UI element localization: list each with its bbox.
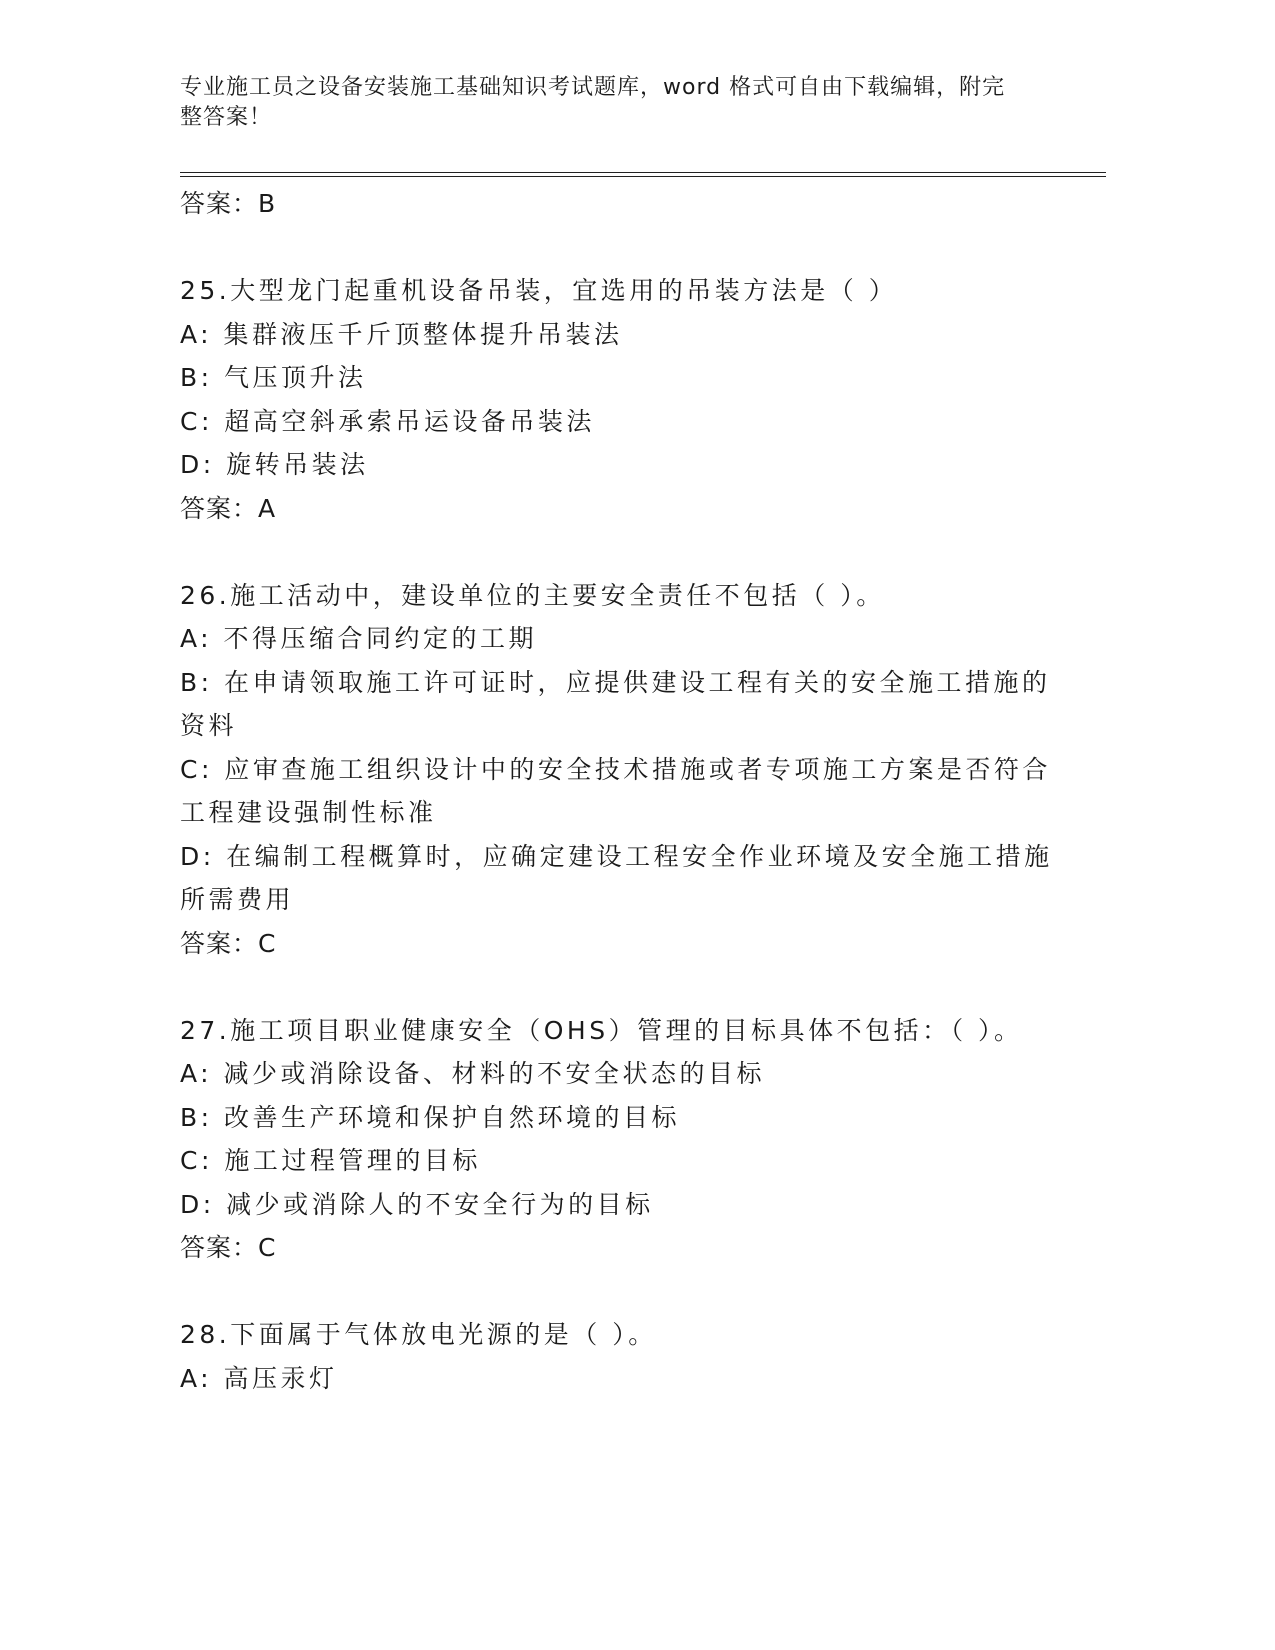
option-line: A: 高压汞灯 bbox=[180, 1363, 338, 1393]
option-line: D: 旋转吊装法 bbox=[180, 450, 369, 479]
option-line: 所需费用 bbox=[180, 885, 295, 914]
header-divider-top bbox=[180, 172, 1106, 173]
option-line: D: 减少或消除人的不安全行为的目标 bbox=[180, 1189, 654, 1219]
option-line: A: 集群液压千斤顶整体提升吊装法 bbox=[180, 319, 623, 349]
option-line: B: 改善生产环境和保护自然环境的目标 bbox=[180, 1102, 681, 1132]
option-line: B: 在申请领取施工许可证时，应提供建设工程有关的安全施工措施的 bbox=[180, 667, 1051, 697]
option-line: A: 减少或消除设备、材料的不安全状态的目标 bbox=[180, 1059, 766, 1088]
spacer bbox=[180, 226, 1050, 270]
question-stem: 25.大型龙门起重机设备吊装，宜选用的吊装方法是（ ） bbox=[180, 276, 898, 305]
header-line-1: 专业施工员之设备安装施工基础知识考试题库，word 格式可自由下载编辑，附完 bbox=[180, 75, 1006, 100]
question-stem: 26.施工活动中，建设单位的主要安全责任不包括（ ）。 bbox=[180, 580, 885, 610]
option-line: C: 应审查施工组织设计中的安全技术措施或者专项施工方案是否符合 bbox=[180, 754, 1051, 784]
document-header bbox=[180, 73, 1040, 133]
answer-line: 答案：A bbox=[180, 493, 277, 523]
option-line: 资料 bbox=[180, 711, 238, 740]
option-line: B: 气压顶升法 bbox=[180, 363, 367, 392]
question-list bbox=[180, 182, 1053, 1400]
spacer bbox=[180, 1270, 1050, 1314]
spacer bbox=[180, 965, 1050, 1009]
answer-line: 答案：B bbox=[180, 189, 277, 218]
question-stem: 28.下面属于气体放电光源的是（ ）。 bbox=[180, 1320, 657, 1349]
option-line: D: 在编制工程概算时，应确定建设工程安全作业环境及安全施工措施 bbox=[180, 841, 1053, 871]
answer-line: 答案：C bbox=[180, 928, 277, 958]
option-line: C: 超高空斜承索吊运设备吊装法 bbox=[180, 406, 595, 436]
option-line: A: 不得压缩合同约定的工期 bbox=[180, 624, 538, 653]
spacer bbox=[180, 530, 1050, 574]
option-line: 工程建设强制性标准 bbox=[180, 798, 437, 827]
header-divider-bottom bbox=[180, 176, 1106, 177]
option-line: C: 施工过程管理的目标 bbox=[180, 1146, 481, 1175]
answer-line: 答案：C bbox=[180, 1233, 277, 1262]
question-stem: 27.施工项目职业健康安全（OHS）管理的目标具体不包括：（ ）。 bbox=[180, 1015, 1023, 1045]
header-line-2: 整答案！ bbox=[180, 105, 273, 130]
